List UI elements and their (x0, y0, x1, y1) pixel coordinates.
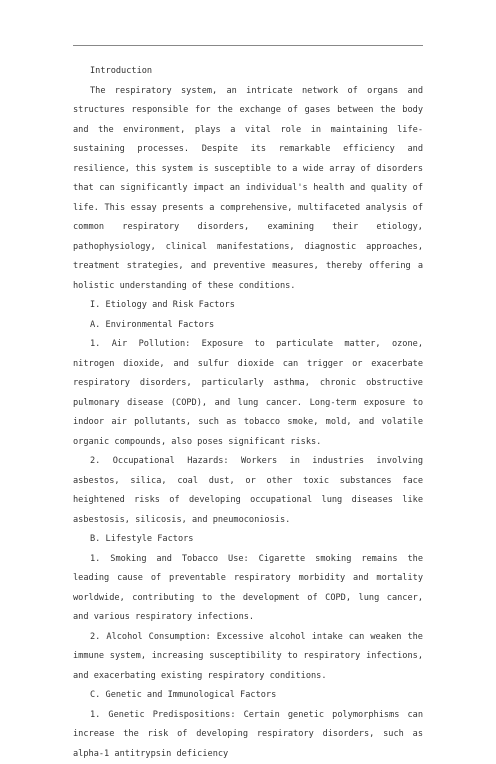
section-heading-introduction: Introduction (73, 62, 423, 82)
paragraph-alcohol: 2. Alcohol Consumption: Excessive alcohol intake can weaken the immune system, increasing susceptibility to respiratory infections, and exacerbating existing respiratory conditions. (73, 628, 423, 687)
paragraph-occupational: 2. Occupational Hazards: Workers in industries involving asbestos, silica, coal dust, or other toxic substances face heightened risks of developing occupational lung diseases like asbestosis, silicosis, and pneumoconiosis. (73, 452, 423, 530)
subheading-lifestyle: B. Lifestyle Factors (73, 530, 423, 550)
subheading-environmental: A. Environmental Factors (73, 316, 423, 336)
paragraph-smoking: 1. Smoking and Tobacco Use: Cigarette smoking remains the leading cause of preventable respiratory morbidity and mortality worldwide, contributing to the development of COPD, lung cancer, and various respiratory infections. (73, 550, 423, 628)
section-heading-etiology: I. Etiology and Risk Factors (73, 296, 423, 316)
document-body (73, 62, 423, 764)
paragraph-intro: The respiratory system, an intricate network of organs and structures responsible for the exchange of gases between the body and the environment, plays a vital role in maintaining life-sustaining processes. Despite its remarkable efficiency and resilience, this system is susceptible to a wide array of disorders that can significantly impact an individual's health and quality of life. This essay presents a comprehensive, multifaceted analysis of common respiratory disorders, examining their etiology, pathophysiology, clinical manifestations, diagnostic approaches, treatment strategies, and preventive measures, thereby offering a holistic understanding of these conditions. (73, 82, 423, 297)
paragraph-genetic: 1. Genetic Predispositions: Certain genetic polymorphisms can increase the risk of developing respiratory disorders, such as alpha-1 antitrypsin deficiency (73, 706, 423, 764)
header-rule (73, 45, 423, 46)
paragraph-air-pollution: 1. Air Pollution: Exposure to particulate matter, ozone, nitrogen dioxide, and sulfur dioxide can trigger or exacerbate respiratory disorders, particularly asthma, chronic obstructive pulmonary disease (COPD), and lung cancer. Long-term exposure to indoor air pollutants, such as tobacco smoke, mold, and volatile organic compounds, also poses significant risks. (73, 335, 423, 452)
subheading-genetic: C. Genetic and Immunological Factors (73, 686, 423, 706)
